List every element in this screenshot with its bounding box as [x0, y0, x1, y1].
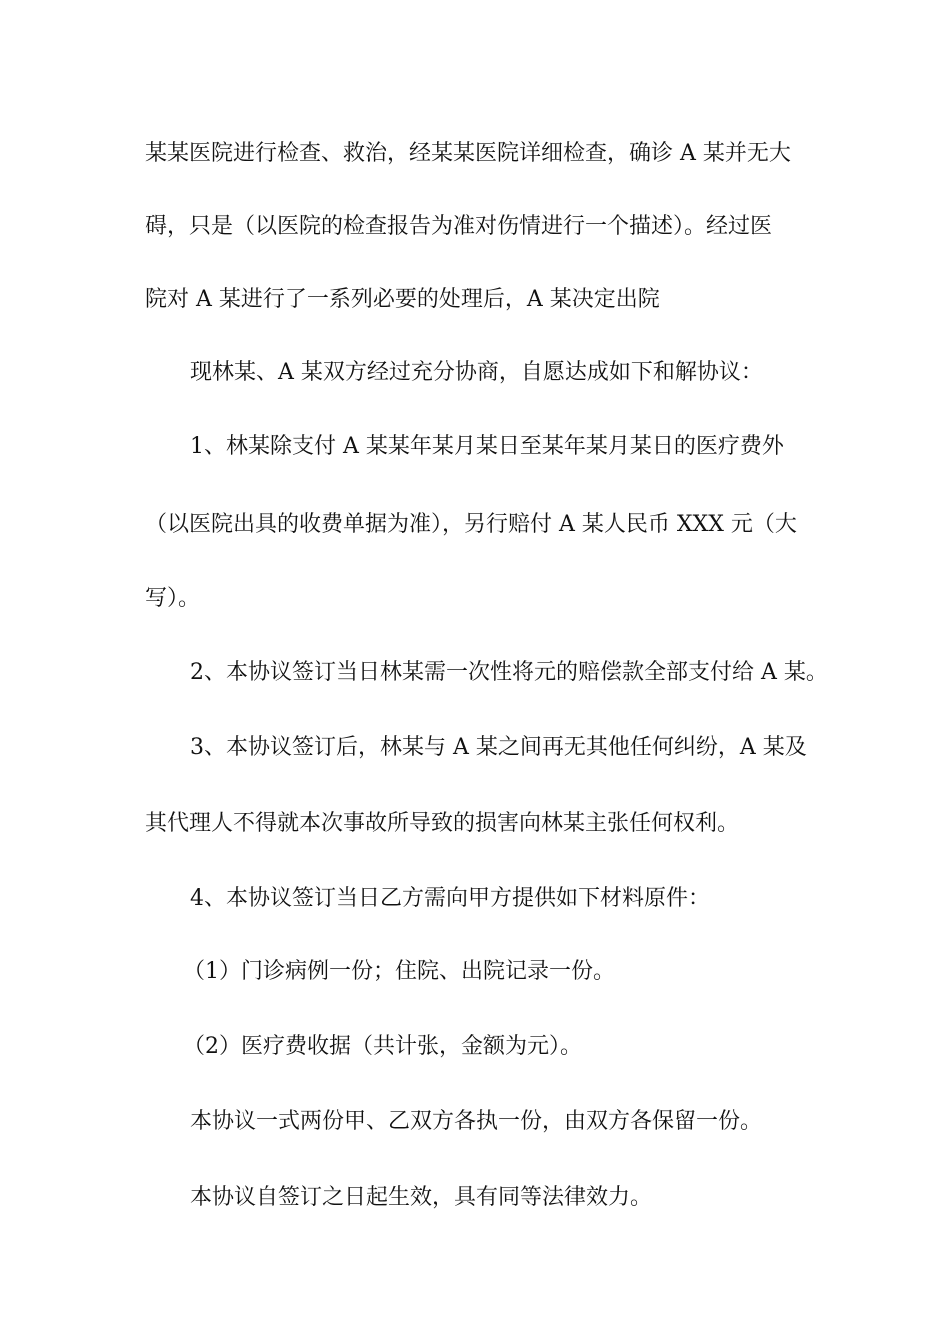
- text-line: 写）。: [145, 586, 201, 611]
- text-line: 3、本协议签订后，林某与 A 某之间再无其他任何纠纷，A 某及: [190, 735, 807, 760]
- text-line: 1、林某除支付 A 某某年某月某日至某年某月某日的医疗费外: [190, 434, 784, 459]
- text-line: 本协议一式两份甲、乙双方各执一份，由双方各保留一份。: [190, 1109, 763, 1134]
- text-line: （以医院出具的收费单据为准），另行赔付 A 某人民币 XXX 元（大: [145, 512, 797, 537]
- text-line: 某某医院进行检查、救治，经某某医院详细检查，确诊 A 某并无大: [145, 141, 791, 166]
- text-line: 其代理人不得就本次事故所导致的损害向林某主张任何权利。: [145, 811, 740, 836]
- text-line: 2、本协议签订当日林某需一次性将元的赔偿款全部支付给 A 某。: [190, 660, 828, 685]
- text-line: （1）门诊病例一份；住院、出院记录一份。: [183, 959, 615, 984]
- text-line: （2）医疗费收据（共计张，金额为元）。: [183, 1034, 582, 1059]
- text-line: 本协议自签订之日起生效，具有同等法律效力。: [190, 1185, 653, 1210]
- text-line: 碍，只是（以医院的检查报告为准对伤情进行一个描述）。经过医: [145, 214, 773, 239]
- text-line: 院对 A 某进行了一系列必要的处理后，A 某决定出院: [145, 287, 660, 312]
- text-line: 现林某、A 某双方经过充分协商，自愿达成如下和解协议：: [190, 360, 763, 385]
- text-line: 4、本协议签订当日乙方需向甲方提供如下材料原件：: [190, 886, 710, 911]
